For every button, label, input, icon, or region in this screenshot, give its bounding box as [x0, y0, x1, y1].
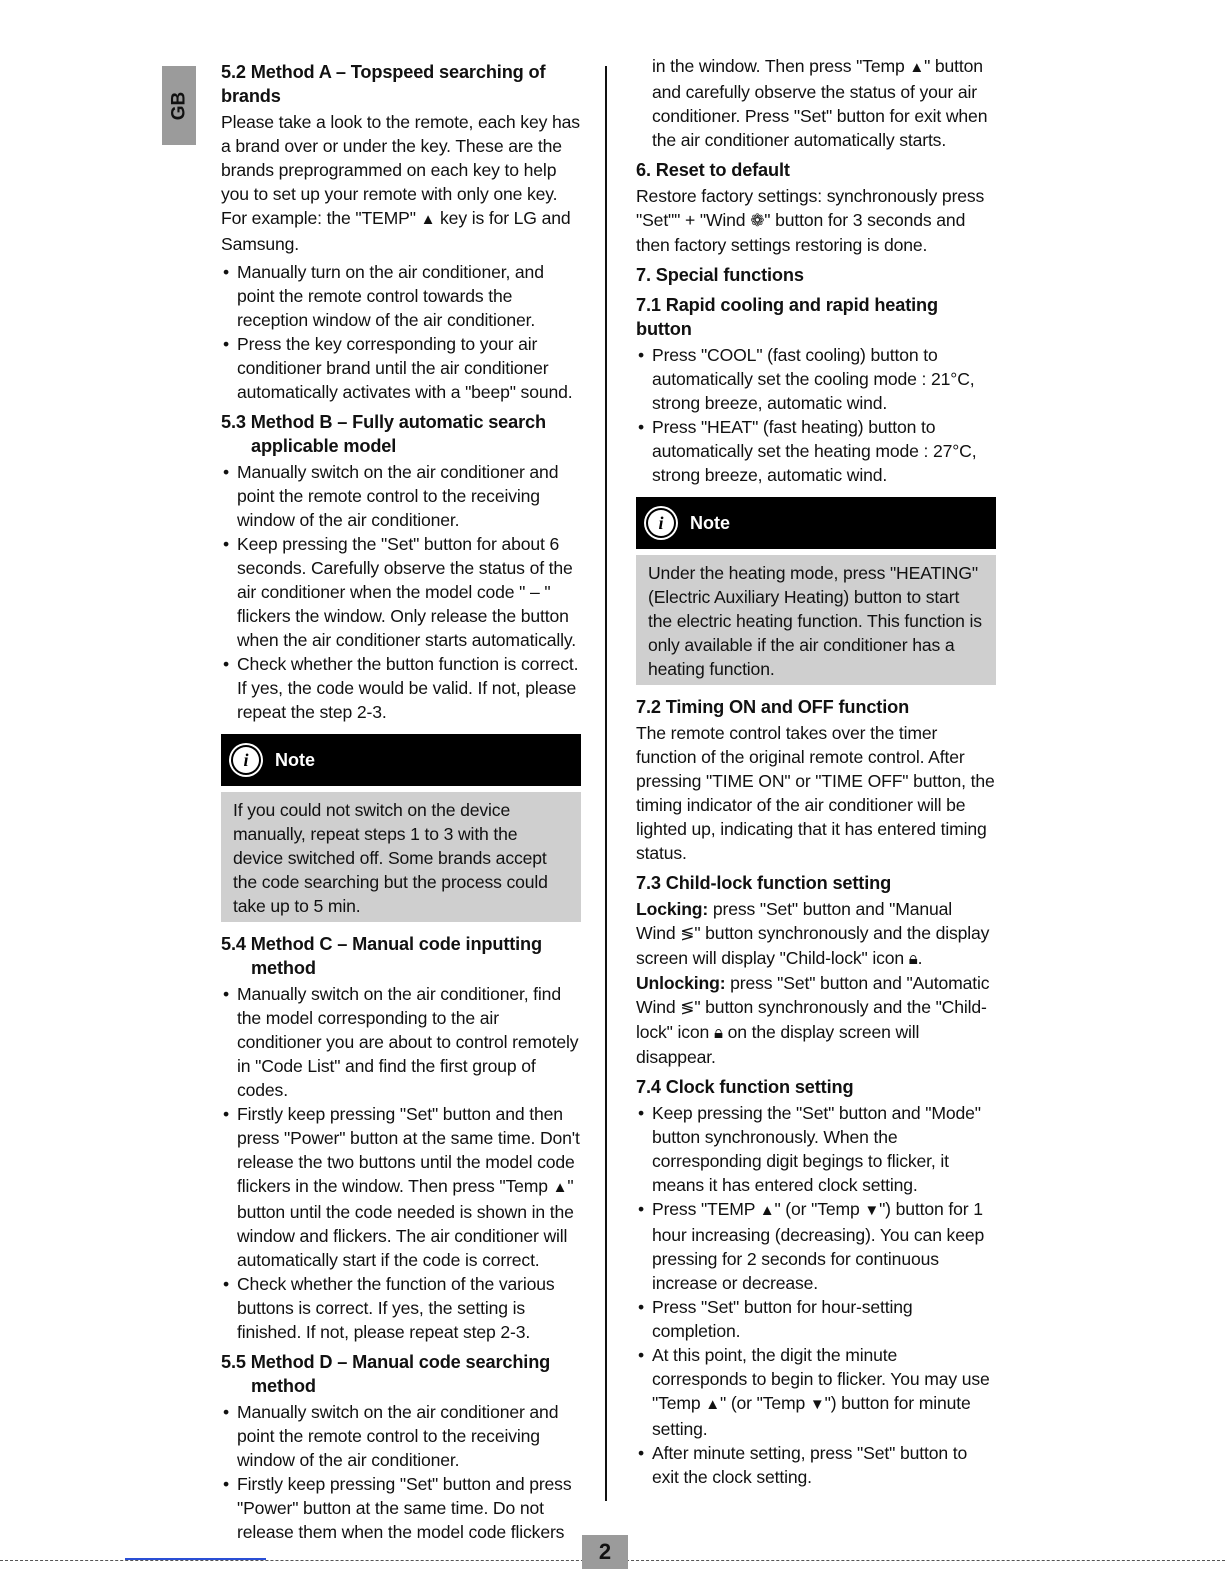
list-item: • Press "TEMP ▲" (or "Temp ▼") button for 1 hour increasing (decreasing). You can keep pressing for 2 seconds for continuous increase or decrease.: [636, 1197, 996, 1295]
right-column: [636, 54, 996, 1495]
temp-up-icon: ▲: [420, 211, 436, 228]
list-item: • Firstly keep pressing "Set" button and then press "Power" button at the same time. Don't release the two buttons until the model code flickers in the window. Then press "Temp ▲" button until the code needed is shown in the window and flickers. The air conditioner will automatically start if the code is correct.: [221, 1102, 581, 1272]
continued-text: in the window. Then press "Temp ▲" button and carefully observe the status of your air conditioner. Press "Set" button for exit when the air conditioner automatically starts.: [652, 56, 988, 150]
footer-blue-line: [125, 1558, 266, 1560]
list-item: • Manually switch on the air conditioner, find the model corresponding to the air conditioner you are about to control remotely in "Code List" and find the first group of codes.: [221, 982, 581, 1102]
temp-up-icon: ▲: [705, 1396, 720, 1413]
s54-list: [221, 982, 581, 1344]
list-item: • Keep pressing the "Set" button and "Mode" button synchronously. When the corresponding digit begings to flicker, it means it has entered clock setting.: [636, 1101, 996, 1197]
left-column: [221, 54, 581, 1550]
note-box-2: [636, 497, 996, 685]
list-item: • Press "COOL" (fast cooling) button to automatically set the cooling mode : 21°C, strong breeze, automatic wind.: [636, 343, 996, 415]
s71-list: [636, 343, 996, 487]
list-item: • Manually switch on the air conditioner and point the remote control to the receiving window of the air conditioner.: [221, 1400, 581, 1472]
note-box-1: [221, 734, 581, 922]
list-item: • Press the key corresponding to your air conditioner brand until the air conditioner automatically activates with a "beep" sound.: [221, 332, 581, 404]
temp-up-icon: ▲: [552, 1179, 568, 1196]
s73-title: 7.3 Child-lock function setting: [636, 873, 892, 893]
temp-up-icon: ▲: [759, 1202, 775, 1219]
note-header: [636, 497, 996, 549]
s53-list: [221, 460, 581, 724]
list-item: • Check whether the button function is correct. If yes, the code would be valid. If not, please repeat the step 2-3.: [221, 652, 581, 724]
s74-list: [636, 1101, 996, 1489]
language-tab: [162, 66, 196, 145]
temp-up-icon: ▲: [909, 59, 925, 76]
s55-list: [221, 1400, 581, 1544]
wind-icon: ≶: [680, 998, 695, 1017]
s74-title: 7.4 Clock function setting: [636, 1077, 854, 1097]
lock-icon: 🔒︎: [713, 1023, 723, 1042]
info-icon: i: [233, 747, 259, 773]
s6-text: Restore factory settings: synchronously press "Set"" + "Wind ❁" button for 3 seconds and then factory settings restoring is done.: [636, 186, 985, 255]
note-text: Under the heating mode, press "HEATING" (Electric Auxiliary Heating) button to start the electric heating function. This function is only available if the air conditioner has a heating function.: [648, 563, 982, 679]
s52-list: [221, 260, 581, 404]
list-item: • Press "HEAT" (fast heating) button to automatically set the heating mode : 27°C, strong breeze, automatic wind.: [636, 415, 996, 487]
s54-title: 5.4 Method C – Manual code inputting method: [221, 934, 542, 978]
list-item: • Manually switch on the air conditioner and point the remote control to the receiving window of the air conditioner.: [221, 460, 581, 532]
temp-down-icon: ▼: [864, 1202, 880, 1219]
s52-intro: Please take a look to the remote, each key has a brand over or under the key. These are the brands preprogrammed on each key to help you to set up your remote with only one key. For example: the "TEMP" ▲ key is for LG and Samsung.: [221, 112, 580, 254]
fan-icon: ❁: [750, 211, 765, 230]
note-label: Note: [690, 512, 730, 533]
s73-locking: Locking: press "Set" button and "Manual Wind ≶" button synchronously and the display screen will display "Child-lock" icon 🔒︎.: [636, 897, 996, 971]
note-text: If you could not switch on the device manually, repeat steps 1 to 3 with the device switched off. Some brands accept the code searching but the process could take up to 5 min.: [233, 800, 548, 916]
page-number: 2: [582, 1535, 628, 1569]
list-item: • Firstly keep pressing "Set" button and press "Power" button at the same time. Do not release them when the model code flickers: [221, 1472, 581, 1544]
s7-title: 7. Special functions: [636, 265, 804, 285]
wind-icon: ≶: [680, 924, 695, 943]
list-item: • At this point, the digit the minute corresponds to begin to flicker. You may use "Temp ▲" (or "Temp ▼") button for minute setting.: [636, 1343, 996, 1441]
s53-title: 5.3 Method B – Fully automatic search applicable model: [221, 412, 546, 456]
list-item: • Check whether the function of the various buttons is correct. If yes, the setting is finished. If not, please repeat step 2-3.: [221, 1272, 581, 1344]
column-divider: [605, 66, 607, 1501]
note-body: [636, 555, 996, 685]
list-item: • After minute setting, press "Set" button to exit the clock setting.: [636, 1441, 996, 1489]
list-item: • Keep pressing the "Set" button for about 6 seconds. Carefully observe the status of the air conditioner when the model code " – " flickers the window. Only release the button when the air conditioner starts automatically.: [221, 532, 581, 652]
list-item: • Press "Set" button for hour-setting completion.: [636, 1295, 996, 1343]
s55-title: 5.5 Method D – Manual code searching method: [221, 1352, 551, 1396]
s6-title: 6. Reset to default: [636, 160, 790, 180]
note-body: [221, 792, 581, 922]
s72-text: The remote control takes over the timer function of the original remote control. After pressing "TIME ON" or "TIME OFF" button, the timing indicator of the air conditioner will be lighted up, indicating that it has entered timing status.: [636, 723, 995, 863]
s73-unlocking: Unlocking: press "Set" button and "Automatic Wind ≶" button synchronously and the "Child-lock" icon 🔒︎ on the display screen will disappear.: [636, 973, 990, 1067]
s72-title: 7.2 Timing ON and OFF function: [636, 697, 910, 717]
note-label: Note: [275, 749, 315, 770]
s71-title: 7.1 Rapid cooling and rapid heating button: [636, 295, 938, 339]
s52-title: 5.2 Method A – Topspeed searching of brands: [221, 62, 546, 106]
temp-down-icon: ▼: [809, 1396, 825, 1413]
info-icon: i: [648, 510, 674, 536]
list-item: • Manually turn on the air conditioner, and point the remote control towards the reception window of the air conditioner.: [221, 260, 581, 332]
language-tab-label: GB: [168, 91, 189, 120]
lock-icon: 🔒︎: [908, 949, 918, 968]
note-header: [221, 734, 581, 786]
